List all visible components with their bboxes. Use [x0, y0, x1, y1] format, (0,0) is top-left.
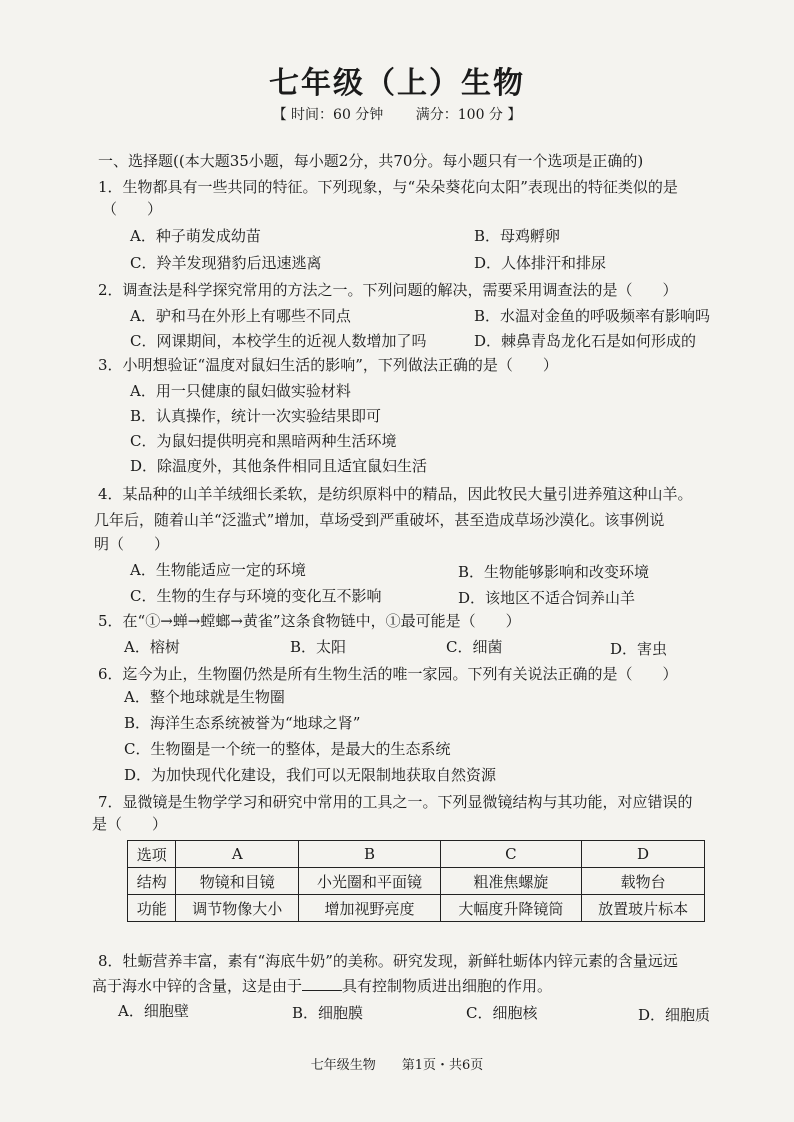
q6-option-a: A．整个地球就是生物圈: [124, 688, 285, 706]
q3-option-d: D．除温度外，其他条件相同且适宜鼠妇生活: [130, 457, 428, 475]
table-cell: C: [440, 841, 581, 868]
q3-option-a: A．用一只健康的鼠妇做实验材料: [130, 382, 351, 400]
table-cell: 增加视野亮度: [299, 895, 440, 922]
q2-option-b: B．水温对金鱼的呼吸频率有影响吗: [474, 307, 711, 325]
q4-option-c: C．生物的生存与环境的变化互不影响: [130, 587, 382, 605]
q8-stem-line1: 8．牡蛎营养丰富，素有“海底牛奶”的美称。研究发现，新鲜牡蛎体内锌元素的含量远远: [98, 952, 678, 970]
table-row: [128, 895, 705, 922]
table-cell: B: [299, 841, 440, 868]
q1-option-b: B．母鸡孵卵: [474, 227, 561, 245]
table-cell: 结构: [128, 868, 176, 895]
q8-option-d: D．细胞质: [638, 1006, 711, 1024]
q3-stem: 3．小明想验证“温度对鼠妇生活的影响”，下列做法正确的是（ ）: [98, 356, 558, 374]
q2-option-c: C．网课期间，本校学生的近视人数增加了吗: [130, 332, 427, 350]
q3-option-c: C．为鼠妇提供明亮和黑暗两种生活环境: [130, 432, 397, 450]
table-cell: 粗准焦螺旋: [440, 868, 581, 895]
microscope-table: [127, 840, 705, 922]
section-heading: 一、选择题((本大题35小题，每小题2分，共70分。每小题只有一个选项是正确的): [98, 152, 644, 170]
q5-option-d: D．害虫: [610, 640, 668, 658]
q5-option-c: C．细菌: [446, 638, 503, 656]
q4-stem-line2: 几年后，随着山羊“泛滥式”增加，草场受到严重破坏，甚至造成草场沙漠化。该事例说: [94, 511, 665, 529]
q5-option-b: B．太阳: [290, 638, 347, 656]
table-cell: 放置玻片标本: [582, 895, 705, 922]
q4-stem-line1: 4．某品种的山羊羊绒细长柔软，是纺织原料中的精品，因此牧民大量引进养殖这种山羊。: [98, 485, 693, 503]
table-cell: 选项: [128, 841, 176, 868]
q6-option-c: C．生物圈是一个统一的整体，是最大的生态系统: [124, 740, 451, 758]
exam-time: 【 时间：60 分钟: [272, 107, 384, 123]
table-cell: 小光圈和平面镜: [299, 868, 440, 895]
q6-stem: 6．迄今为止，生物圈仍然是所有生物生活的唯一家园。下列有关说法正确的是（ ）: [98, 665, 678, 683]
table-cell: 物镜和目镜: [176, 868, 299, 895]
table-cell: 载物台: [582, 868, 705, 895]
q4-stem-line3: 明（ ）: [94, 535, 170, 553]
q6-option-b: B．海洋生态系统被誉为“地球之肾”: [124, 714, 361, 732]
table-cell: D: [582, 841, 705, 868]
q1-option-a: A．种子萌发成幼苗: [130, 227, 261, 245]
q5-option-a: A．榕树: [124, 638, 180, 656]
q1-option-c: C．羚羊发现猎豹后迅速逃离: [130, 254, 322, 272]
q2-stem: 2．调查法是科学探究常用的方法之一。下列问题的解决，需要采用调查法的是（ ）: [98, 281, 678, 299]
q5-stem: 5．在“①→蝉→螳螂→黄雀”这条食物链中，①最可能是（ ）: [98, 612, 521, 630]
q7-stem-line1: 7．显微镜是生物学学习和研究中常用的工具之一。下列显微镜结构与其功能，对应错误的: [98, 793, 693, 811]
q8-stem-line2: [92, 975, 552, 997]
exam-score: 满分：100 分 】: [415, 107, 522, 123]
exam-info: [0, 104, 794, 124]
answer-blank: [302, 976, 342, 991]
q8-option-c: C．细胞核: [466, 1004, 538, 1022]
exam-title: 七年级（上）生物: [269, 66, 525, 101]
q4-option-a: A．生物能适应一定的环境: [130, 561, 306, 579]
q8-stem-part2: 具有控制物质进出细胞的作用。: [342, 977, 553, 995]
q8-stem-part1: 高于海水中锌的含量，这是由于: [92, 977, 303, 995]
q3-option-b: B．认真操作，统计一次实验结果即可: [130, 407, 382, 425]
q2-option-a: A．驴和马在外形上有哪些不同点: [130, 307, 351, 325]
q7-stem-line2: 是（ ）: [92, 815, 168, 833]
q1-stem: 1．生物都具有一些共同的特征。下列现象，与“朵朵葵花向太阳”表现出的特征类似的是: [98, 178, 678, 196]
table-cell: 功能: [128, 895, 176, 922]
q6-option-d: D．为加快现代化建设，我们可以无限制地获取自然资源: [124, 766, 497, 784]
q1-option-d: D．人体排汗和排尿: [474, 254, 607, 272]
q1-stem-bracket: （ ）: [102, 200, 163, 218]
table-cell: 大幅度升降镜筒: [440, 895, 581, 922]
table-row: [128, 841, 705, 868]
q4-option-d: D．该地区不适合饲养山羊: [458, 589, 636, 607]
q2-option-d: D．棘鼻青岛龙化石是如何形成的: [474, 332, 697, 350]
table-row: [128, 868, 705, 895]
q8-option-a: A．细胞壁: [118, 1002, 189, 1020]
q4-option-b: B．生物能够影响和改变环境: [458, 563, 650, 581]
q8-option-b: B．细胞膜: [292, 1004, 364, 1022]
table-cell: 调节物像大小: [176, 895, 299, 922]
page-footer: 七年级生物 第1页・共6页: [310, 1058, 484, 1073]
table-cell: A: [176, 841, 299, 868]
